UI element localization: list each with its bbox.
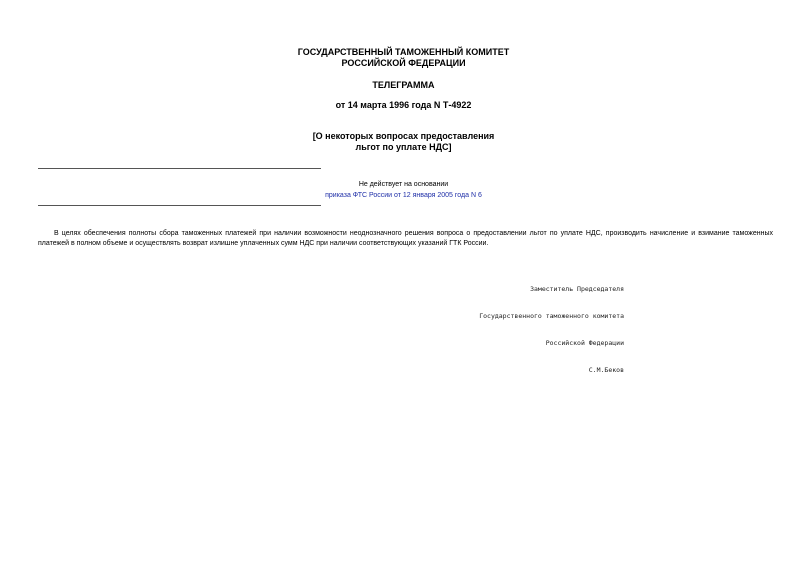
title-line-1: [О некоторых вопросах предоставления bbox=[312, 131, 495, 141]
signature-block bbox=[479, 267, 624, 393]
document-title bbox=[0, 131, 807, 153]
document-type-label: ТЕЛЕГРАММА bbox=[372, 80, 435, 90]
repeal-order-link[interactable]: приказа ФТС России от 12 января 2005 года N 6 bbox=[325, 192, 482, 199]
signature-name: С.М.Беков bbox=[588, 366, 624, 374]
authority-line-1: ГОСУДАРСТВЕННЫЙ ТАМОЖЕННЫЙ КОМИТЕТ bbox=[297, 47, 510, 57]
status-note: Не действует на основании bbox=[358, 181, 449, 188]
authority-line-2: РОССИЙСКОЙ ФЕДЕРАЦИИ bbox=[341, 58, 466, 68]
divider-top bbox=[38, 168, 321, 169]
document-type bbox=[0, 80, 807, 91]
document-date bbox=[0, 100, 807, 111]
title-line-2: льгот по уплате НДС] bbox=[355, 142, 452, 152]
issuing-authority bbox=[0, 47, 807, 69]
document-date-label: от 14 марта 1996 года N Т-4922 bbox=[335, 100, 472, 110]
signature-organization: Государственного таможенного комитета bbox=[479, 312, 624, 320]
divider-bottom bbox=[38, 205, 321, 206]
signature-country: Российской Федерации bbox=[545, 339, 624, 347]
signature-position: Заместитель Председателя bbox=[530, 285, 624, 293]
body-paragraph: В целях обеспечения полноты сбора таможенных платежей при наличии возможности неоднозначного решения вопроса о предоставлении льгот по уплате НДС, производить начисление и взимание таможенных платежей в полном объеме и осуществлять возврат излишне уплаченных сумм НДС при наличии соответствующих указаний ГТК России. bbox=[38, 230, 773, 247]
